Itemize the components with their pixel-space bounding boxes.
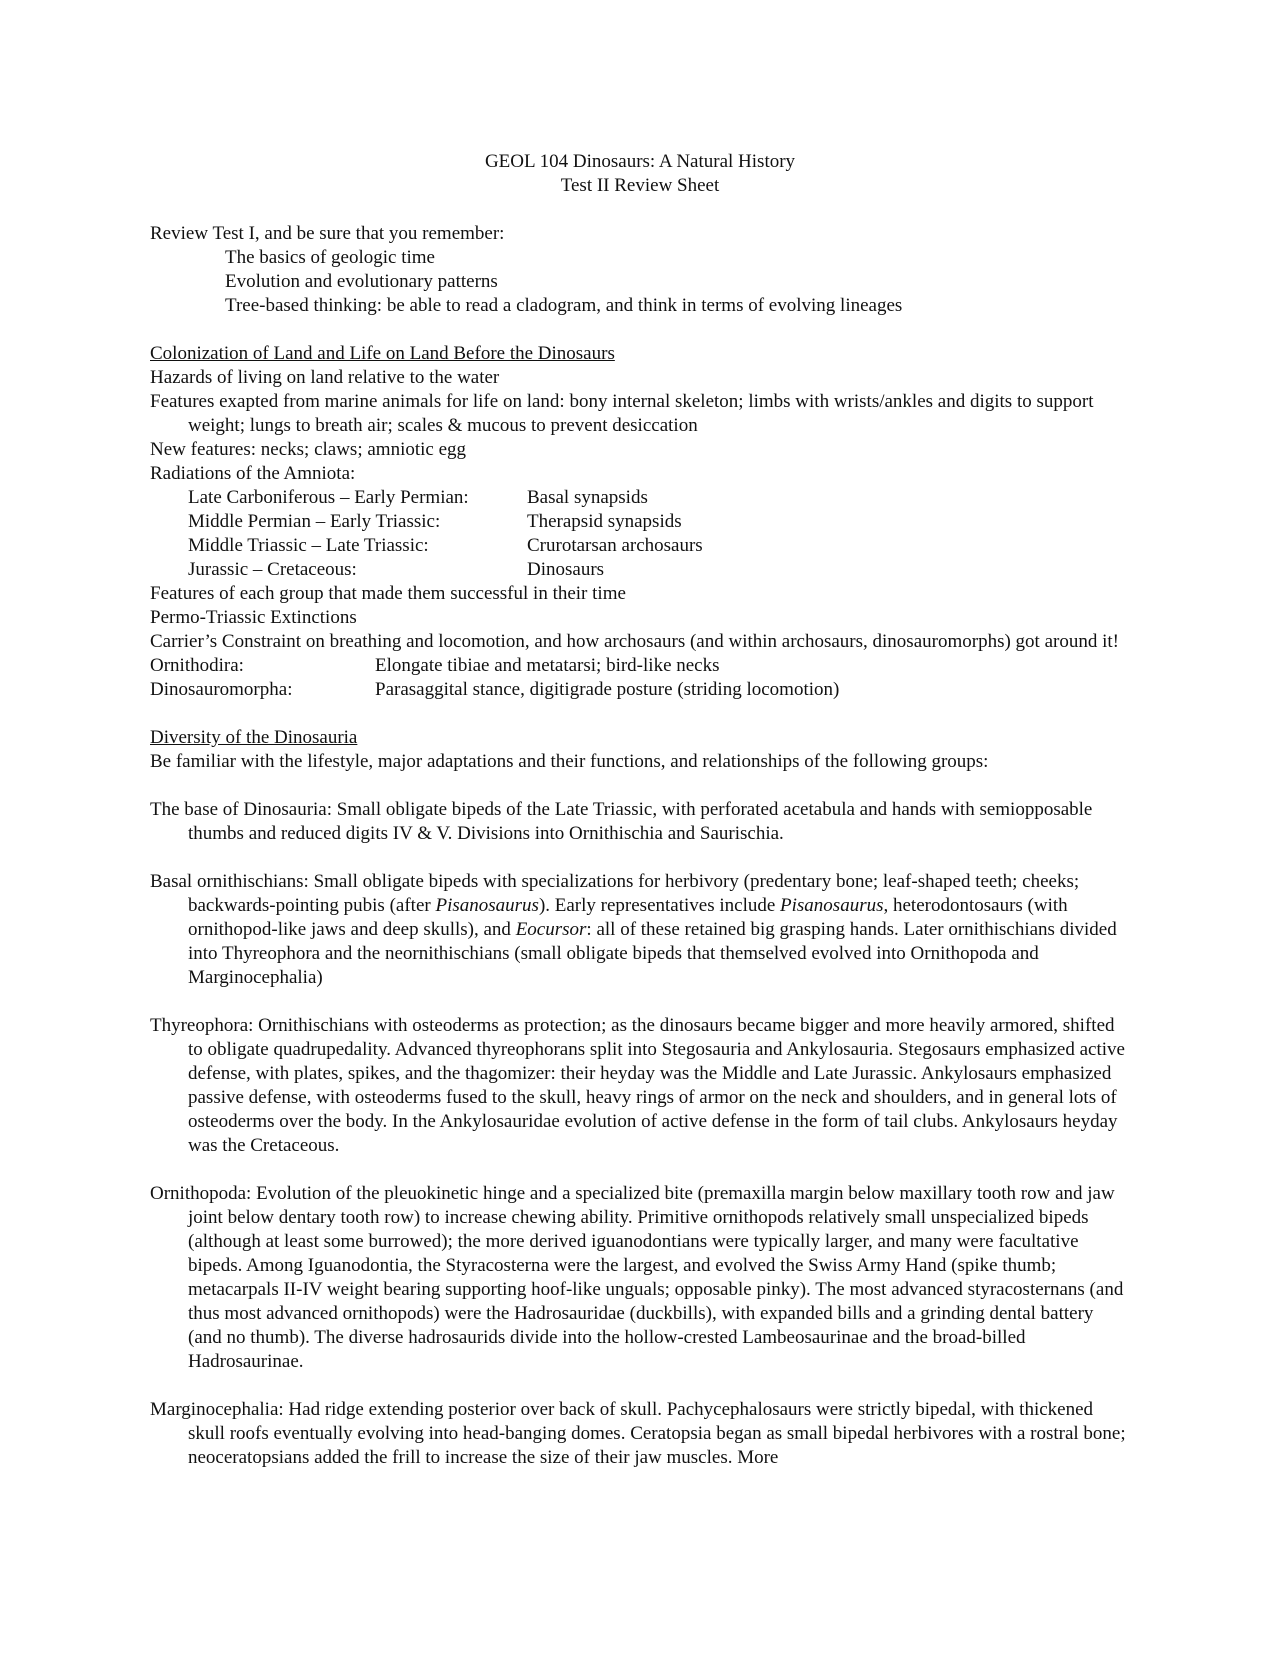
review-item: Tree-based thinking: be able to read a cladogram, and think in terms of evolving lineages <box>225 295 903 316</box>
clade-row <box>150 678 1130 702</box>
taxon-name: Eocursor <box>515 919 587 940</box>
exapted-features: Features exapted from marine animals for life on land: bony internal skeleton; limbs with wrists/ankles and digits to support weight; lungs to breath air; scales & mucous to prevent desiccation <box>150 391 1094 436</box>
taxon-name: Pisanosaurus <box>780 895 884 916</box>
radiation-period: Late Carboniferous – Early Permian: <box>188 487 469 508</box>
document-subtitle: Test II Review Sheet <box>560 175 720 196</box>
taxon-name: Pisanosaurus <box>435 895 539 916</box>
extinctions-line: Permo-Triassic Extinctions <box>150 607 357 628</box>
paragraph-thyreophora: Thyreophora: Ornithischians with osteoderms as protection; as the dinosaurs became bigger and more heavily armored, shifted to obligate quadrupedality. Advanced thyreophorans split into Stegosauria and Ankylosauria. Stegosaurs emphasized active defense, with plates, spikes, and the thagomizer: their heyday was the Middle and Late Jurassic. Ankylosaurs emphasized passive defense, with osteoderms fused to the skull, heavy rings of armor on the neck and shoulders, and in general lots of osteoderms over the body. In the Ankylosauridae evolution of active defense in the form of tail clubs. Ankylosaurs heyday was the Cretaceous. <box>150 1015 1125 1156</box>
radiation-row <box>150 510 1130 534</box>
radiation-period: Middle Permian – Early Triassic: <box>188 511 441 532</box>
diversity-intro: Be familiar with the lifestyle, major adaptations and their functions, and relationships of the following groups: <box>150 751 989 772</box>
features-each-group: Features of each group that made them successful in their time <box>150 583 626 604</box>
radiation-period: Jurassic – Cretaceous: <box>188 559 357 580</box>
paragraph-ornithopoda: Ornithopoda: Evolution of the pleuokinetic hinge and a specialized bite (premaxilla margin below maxillary tooth row and jaw joint below dentary tooth row) to increase chewing ability. Primitive ornithopods relatively small unspecialized bipeds (although at least some burrowed); the more derived iguanodontians were typically larger, and many were facultative bipeds. Among Iguanodontia, the Styracosterna were the largest, and evolved the Swiss Army Hand (spike thumb; metacarpals II-IV weight bearing supporting hoof-like unguals; opposable pinky). The most advanced styracosternans (and thus most advanced ornithopods) were the Hadrosauridae (duckbills), with expanded bills and a grinding dental battery (and no thumb). The diverse hadrosaurids divide into the hollow-crested Lambeosaurinae and the broad-billed Hadrosaurinae. <box>150 1183 1124 1372</box>
text-run: ). Early representatives include <box>538 895 781 916</box>
document-title: GEOL 104 Dinosaurs: A Natural History <box>484 151 796 172</box>
document-page <box>150 150 1130 1470</box>
review-intro: Review Test I, and be sure that you remember: <box>150 223 505 244</box>
review-item: The basics of geologic time <box>225 247 435 268</box>
radiation-row <box>150 558 1130 582</box>
clade-name: Ornithodira: <box>150 655 244 676</box>
radiation-row <box>150 486 1130 510</box>
hazards-line: Hazards of living on land relative to the water <box>150 367 500 388</box>
paragraph-basal-ornithischians <box>150 870 1130 990</box>
clade-description: Elongate tibiae and metatarsi; bird-like necks <box>375 655 720 676</box>
paragraph-dinosauria-base: The base of Dinosauria: Small obligate bipeds of the Late Triassic, with perforated acetabula and hands with semiopposable thumbs and reduced digits IV & V. Divisions into Ornithischia and Saurischia. <box>150 799 1093 844</box>
paragraph-marginocephalia: Marginocephalia: Had ridge extending posterior over back of skull. Pachycephalosaurs were strictly bipedal, with thickened skull roofs eventually evolving into head-banging domes. Ceratopsia began as small bipedal herbivores with a rostral bone; neoceratopsians added the frill to increase the size of their jaw muscles. More <box>150 1399 1126 1468</box>
radiation-group: Therapsid synapsids <box>527 511 682 532</box>
radiation-row <box>150 534 1130 558</box>
radiation-group: Dinosaurs <box>527 559 605 580</box>
radiation-group: Basal synapsids <box>527 487 648 508</box>
clade-row <box>150 654 1130 678</box>
radiation-period: Middle Triassic – Late Triassic: <box>188 535 429 556</box>
radiation-group: Crurotarsan archosaurs <box>527 535 703 556</box>
text-run: : all of these retained big grasping hands. Later ornithischians divided into Thyreophora and the neornithischians (small obligate bipeds that themselved evolved into Ornithopoda and Marginocephalia) <box>188 919 1117 988</box>
radiations-label: Radiations of the Amniota: <box>150 463 356 484</box>
section-heading-diversity: Diversity of the Dinosauria <box>150 727 358 748</box>
text-run: , heterodontosaurs (with ornithopod-like jaws and deep skulls), and <box>188 895 1068 940</box>
review-item: Evolution and evolutionary patterns <box>225 271 498 292</box>
section-heading-colonization: Colonization of Land and Life on Land Before the Dinosaurs <box>150 343 615 364</box>
text-run: Basal ornithischians: Small obligate bipeds with specializations for herbivory (predentary bone; leaf-shaped teeth; cheeks; backwards-pointing pubis (after <box>150 871 1080 916</box>
new-features: New features: necks; claws; amniotic egg <box>150 439 467 460</box>
clade-name: Dinosauromorpha: <box>150 679 293 700</box>
carriers-constraint: Carrier’s Constraint on breathing and locomotion, and how archosaurs (and within archosaurs, dinosauromorphs) got around it! <box>150 631 1119 652</box>
clade-description: Parasaggital stance, digitigrade posture (striding locomotion) <box>375 679 840 700</box>
